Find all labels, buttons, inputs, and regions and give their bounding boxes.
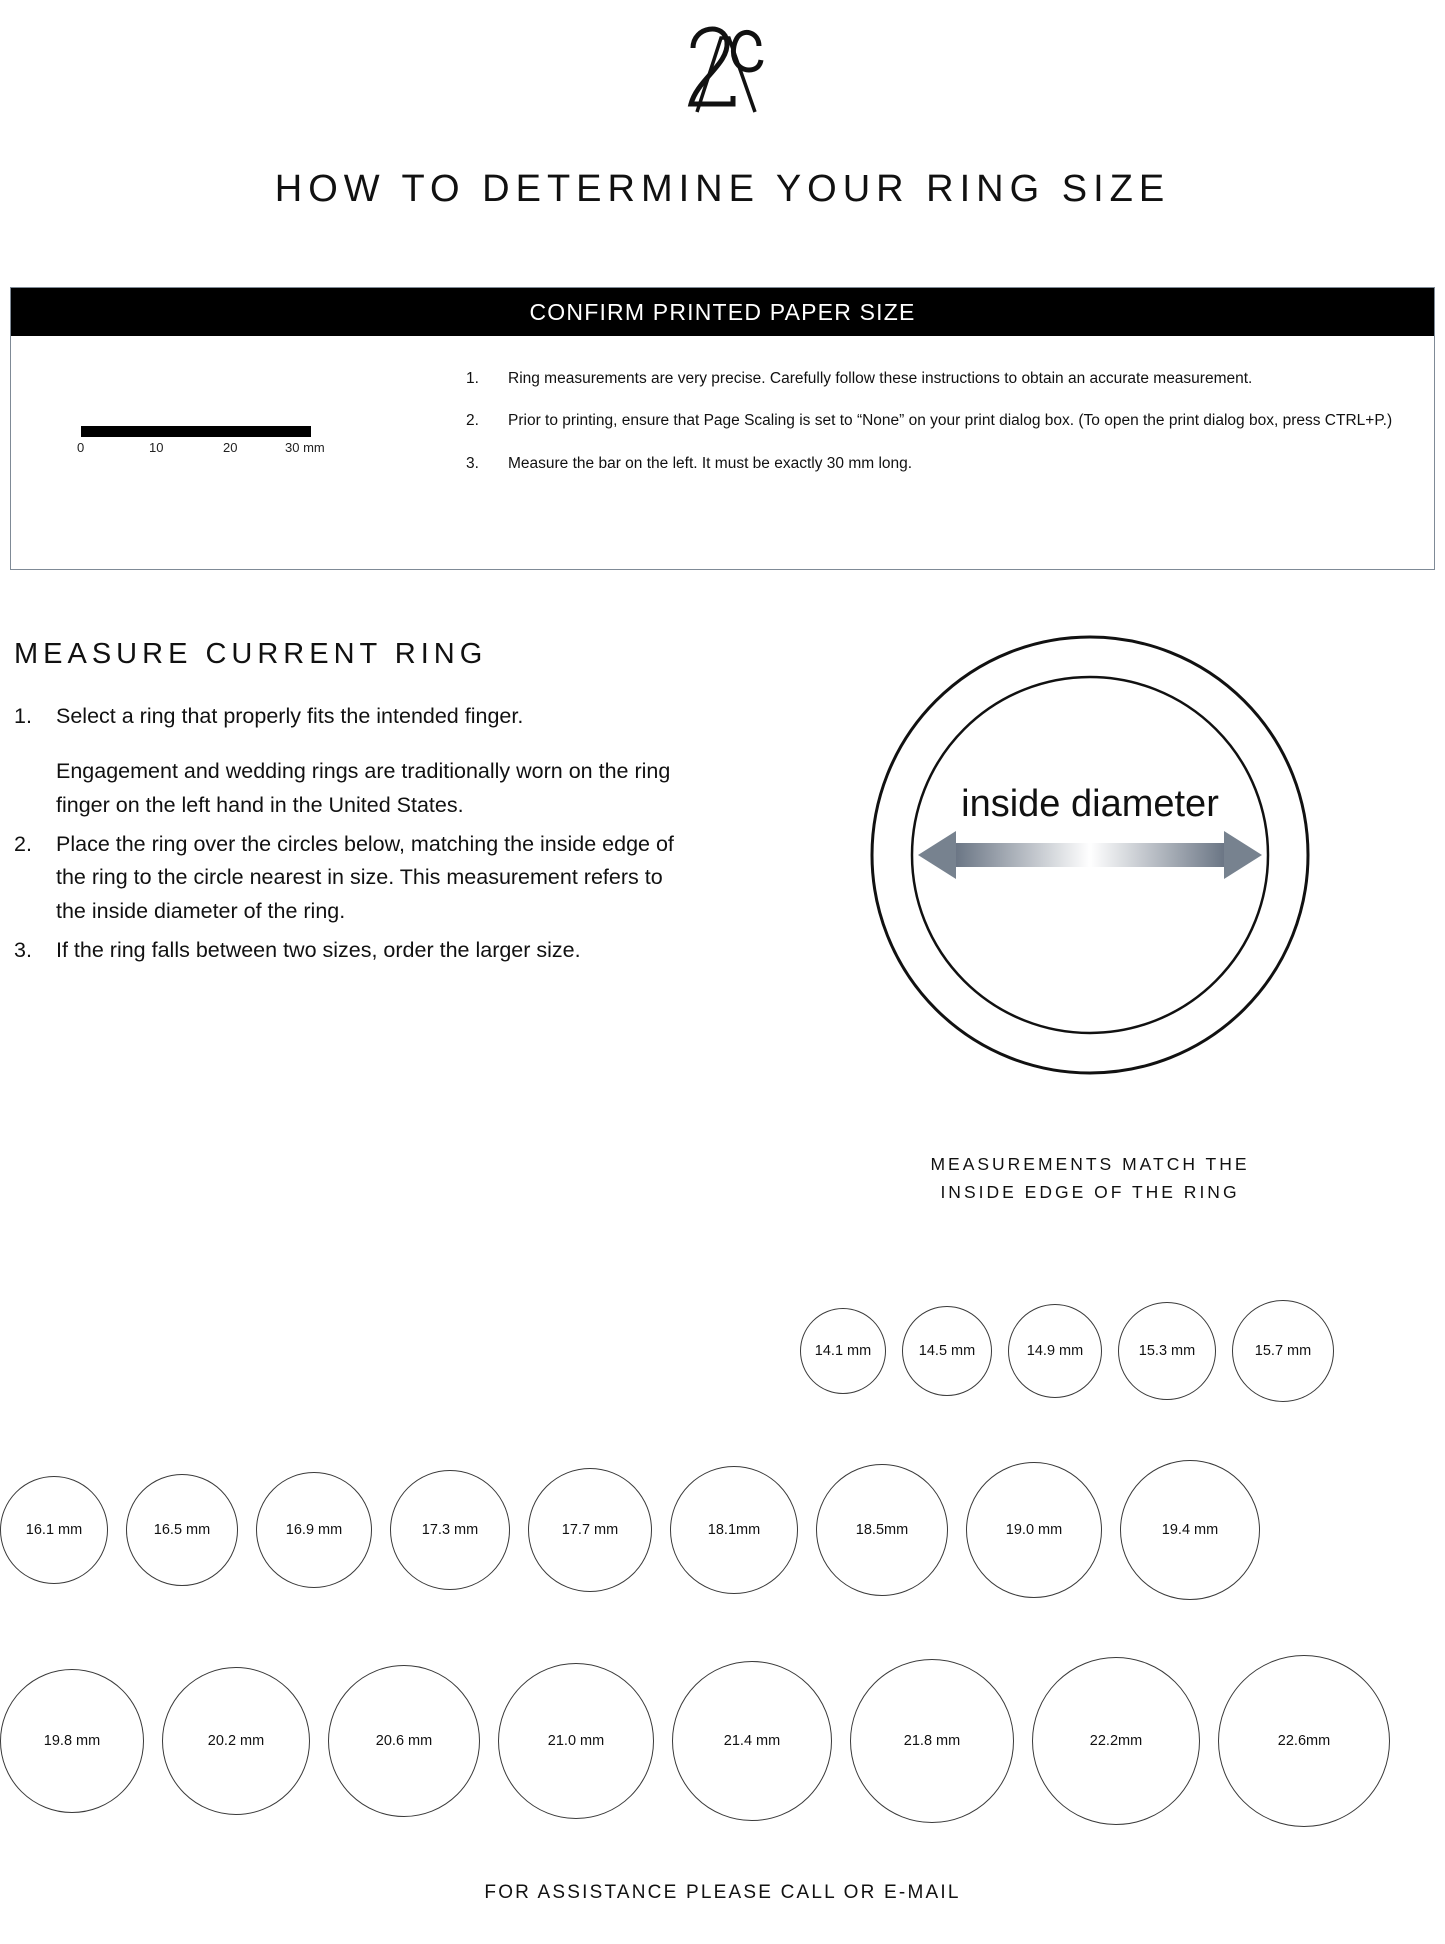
measure-instruction-number: 3. — [14, 937, 32, 962]
ring-size-circle — [670, 1466, 798, 1594]
measure-instruction — [14, 828, 674, 928]
confirm-paper-size-panel — [10, 287, 1435, 570]
ring-size-circle — [390, 1470, 510, 1590]
confirm-step-text: Measure the bar on the left. It must be exactly 30 mm long. — [508, 454, 913, 472]
ring-size-circle — [162, 1667, 310, 1815]
inside-diameter-label: inside diameter — [961, 783, 1219, 825]
page-title: HOW TO DETERMINE YOUR RING SIZE — [274, 168, 1171, 210]
ring-size-label: 14.1 mm — [814, 1343, 872, 1359]
measure-instruction-text: Engagement and wedding rings are traditionally worn on the ring finger on the left hand in the United States. — [56, 759, 671, 817]
ring-size-label: 15.3 mm — [1138, 1343, 1196, 1359]
ring-size-label: 22.2mm — [1089, 1733, 1143, 1749]
measure-instruction-body — [56, 934, 674, 967]
ring-size-label: 15.7 mm — [1254, 1343, 1312, 1359]
confirm-step-number: 3. — [466, 454, 479, 472]
ring-size-label: 21.0 mm — [547, 1733, 605, 1749]
ring-size-circle — [498, 1663, 654, 1819]
confirm-steps-list — [466, 368, 1396, 495]
ring-size-circle — [816, 1464, 948, 1596]
ring-size-circle — [800, 1308, 886, 1394]
ring-size-label: 19.8 mm — [43, 1733, 101, 1749]
ring-size-label: 20.2 mm — [207, 1733, 265, 1749]
confirm-step-text: Ring measurements are very precise. Carefully follow these instructions to obtain an accurate measurement. — [508, 370, 1253, 387]
confirm-step-text: Prior to printing, ensure that Page Scaling is set to “None” on your print dialog box. (To open the print dialog box, press CTRL+P.) — [508, 412, 1393, 430]
ruler-tick-20: 20 — [223, 440, 238, 455]
diagram-caption-line2: INSIDE EDGE OF THE RING — [940, 1182, 1240, 1202]
ring-size-label: 14.5 mm — [918, 1343, 976, 1359]
size-circle-row-3 — [0, 1655, 1390, 1827]
confirm-step — [466, 453, 1396, 475]
measure-instruction — [14, 700, 674, 822]
ring-size-label: 19.4 mm — [1161, 1522, 1219, 1538]
footer-contact-text: FOR ASSISTANCE PLEASE CALL OR E-MAIL — [484, 1882, 961, 1903]
confirm-panel-body — [11, 336, 1434, 570]
ring-size-label: 20.6 mm — [375, 1733, 433, 1749]
measure-section-title: MEASURE CURRENT RING — [14, 638, 488, 670]
ring-size-circle — [1032, 1657, 1200, 1825]
ring-size-label: 16.1 mm — [25, 1522, 83, 1538]
ring-size-circle — [0, 1669, 144, 1813]
measure-instruction-body — [56, 700, 674, 822]
ruler-graphic — [51, 426, 351, 459]
ring-size-label: 18.1mm — [707, 1522, 761, 1538]
size-circle-row-2 — [0, 1460, 1260, 1600]
confirm-step — [466, 368, 1396, 390]
ruler-tick-10: 10 — [149, 440, 164, 455]
ring-size-circle — [672, 1661, 832, 1821]
ring-size-circle — [966, 1462, 1102, 1598]
ring-size-label: 22.6mm — [1277, 1733, 1331, 1749]
ruler-tick-labels — [77, 437, 341, 459]
ring-size-circle — [1008, 1304, 1102, 1398]
confirm-step-number: 2. — [466, 412, 479, 430]
inside-diameter-diagram — [870, 635, 1310, 1075]
measure-instruction-body — [56, 828, 674, 928]
ring-size-label: 19.0 mm — [1005, 1522, 1063, 1538]
ring-size-circle — [126, 1474, 238, 1586]
brand-logo — [0, 8, 1445, 123]
ring-size-label: 17.3 mm — [421, 1522, 479, 1538]
ring-size-label: 21.4 mm — [723, 1733, 781, 1749]
monogram-icon — [663, 8, 783, 118]
ring-size-label: 16.9 mm — [285, 1522, 343, 1538]
ring-size-label: 18.5mm — [855, 1522, 909, 1538]
ruler-tick-0: 0 — [77, 440, 85, 455]
measure-instruction — [14, 934, 674, 967]
ring-size-circle — [256, 1472, 372, 1588]
ring-size-circle — [328, 1665, 480, 1817]
ring-size-label: 16.5 mm — [153, 1522, 211, 1538]
diagram-caption-line1: MEASUREMENTS MATCH THE — [930, 1154, 1250, 1174]
ring-size-circle — [850, 1659, 1014, 1823]
ring-size-circle — [0, 1476, 108, 1584]
measure-instructions-list — [14, 700, 674, 973]
confirm-step-number: 1. — [466, 370, 479, 387]
measure-instruction-number: 2. — [14, 831, 32, 856]
size-circle-row-1 — [800, 1300, 1334, 1402]
ring-size-label: 17.7 mm — [561, 1522, 619, 1538]
ring-size-circle — [528, 1468, 652, 1592]
confirm-step — [466, 410, 1396, 432]
measure-instruction-number: 1. — [14, 704, 32, 728]
diagram-caption — [820, 1150, 1360, 1206]
measure-instruction-text: If the ring falls between two sizes, order the larger size. — [56, 937, 581, 962]
ruler-bar — [81, 426, 311, 437]
ring-size-circle — [1118, 1302, 1216, 1400]
ring-size-circle — [1232, 1300, 1334, 1402]
ruler-tick-30: 30 mm — [285, 440, 325, 455]
ring-size-circle — [1218, 1655, 1390, 1827]
ring-size-circle — [1120, 1460, 1260, 1600]
measure-instruction-text: Select a ring that properly fits the intended finger. — [56, 704, 524, 728]
ring-size-label: 21.8 mm — [903, 1733, 961, 1749]
ring-size-label: 14.9 mm — [1026, 1343, 1084, 1359]
confirm-panel-header: CONFIRM PRINTED PAPER SIZE — [11, 288, 1434, 336]
measure-instruction-text: Place the ring over the circles below, matching the inside edge of the ring to the circle nearest in size. This measurement refers to the inside diameter of the ring. — [56, 831, 674, 923]
ring-size-circle — [902, 1306, 992, 1396]
